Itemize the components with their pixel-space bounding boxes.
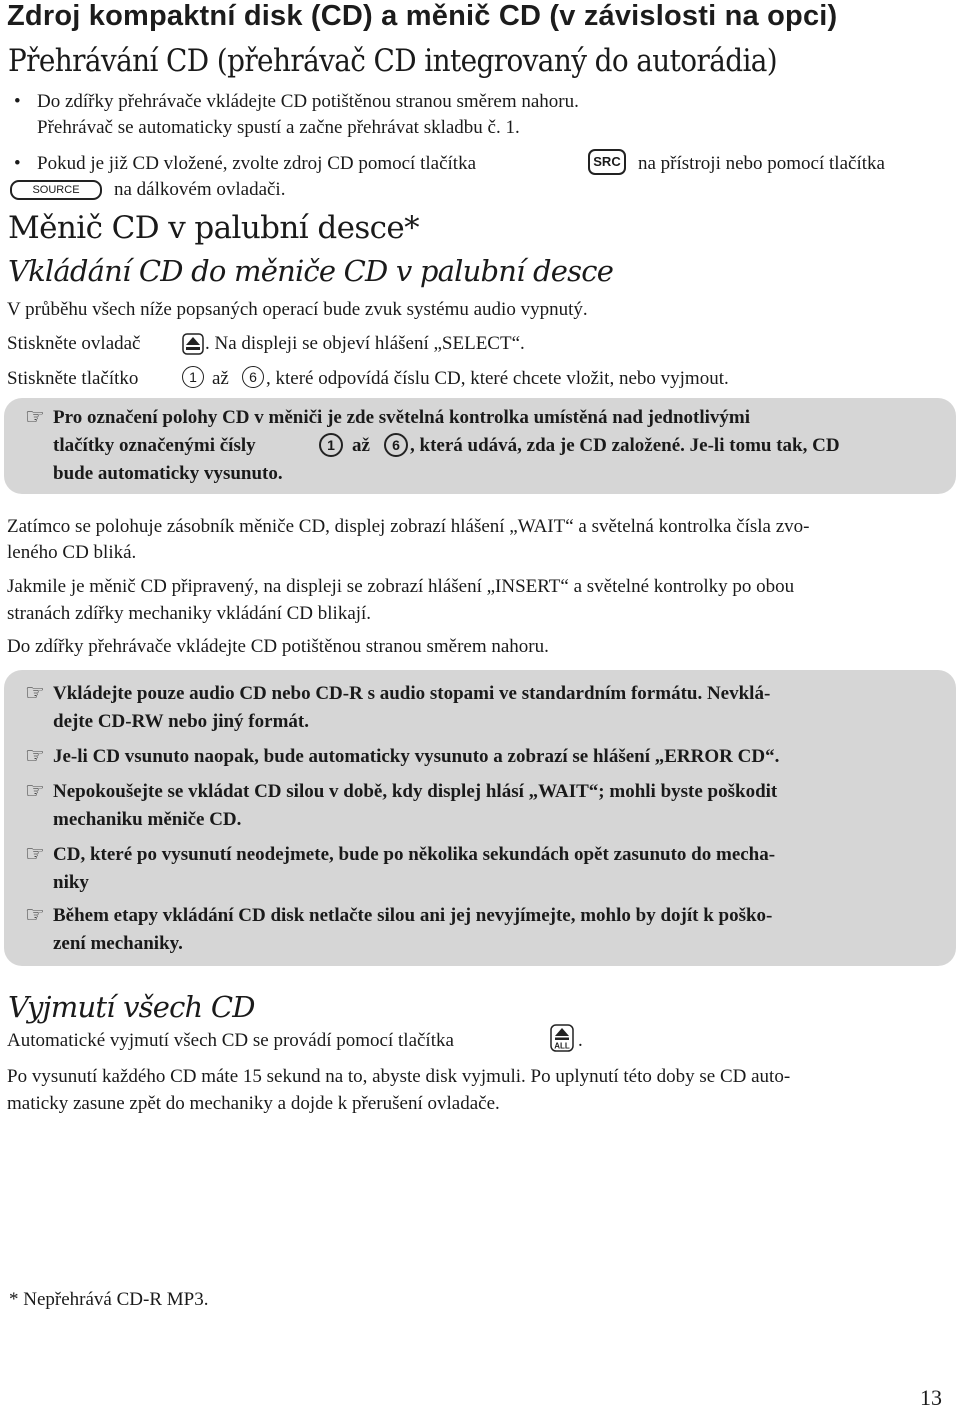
pointing-hand-icon: ☞	[25, 681, 45, 706]
warning-5-line-1: Během etapy vkládání CD disk netlačte silou ani jej nevyjímejte, mohlo by dojít k poško-	[53, 905, 773, 926]
eject-icon	[182, 333, 204, 355]
paragraph-press-control-b: . Na displeji se objeví hlášení „SELECT“.	[205, 333, 525, 354]
warning-1-line-2: dejte CD-RW nebo jiný formát.	[53, 711, 309, 732]
source-key-icon: SOURCE	[10, 180, 102, 200]
page-title: Zdroj kompaktní disk (CD) a měnič CD (v závislosti na opci)	[7, 0, 838, 32]
subsection-heading-eject-all: Vyjmutí všech CD	[8, 990, 255, 1024]
paragraph-eject-time-line-1: Po vysunutí každého CD máte 15 sekund na to, abyste disk vyjmuli. Po uplynutí této doby se CD auto-	[7, 1066, 791, 1087]
eject-all-icon	[550, 1024, 574, 1052]
paragraph-press-control-a: Stiskněte ovladač	[7, 333, 141, 354]
paragraph-press-button-b: , které odpovídá číslu CD, které chcete vložit, nebo vyjmout.	[266, 368, 729, 389]
paragraph-press-button	[7, 365, 138, 393]
pointing-hand-icon: ☞	[25, 779, 45, 804]
button-1-icon: 1	[319, 433, 343, 457]
bullet-2-line-2: na dálkovém ovladači.	[114, 179, 286, 200]
page-number: 13	[920, 1385, 942, 1410]
note-1-line-2-a: tlačítky označenými čísly	[53, 435, 256, 456]
note-1-line-2-mid: až	[352, 435, 370, 456]
warning-1-line-1: Vkládejte pouze audio CD nebo CD-R s audio stopami ve standardním formátu. Nevklá-	[53, 683, 771, 704]
warning-4-line-1: CD, které po vysunutí neodejmete, bude po několika sekundách opět zasunuto do mecha-	[53, 844, 776, 865]
paragraph-insert-line-2: stranách zdířky mechaniky vkládání CD blikají.	[7, 603, 372, 624]
bullet-2-line-1	[37, 150, 476, 178]
button-6-icon: 6	[242, 366, 264, 388]
paragraph-press-button-a: Stiskněte tlačítko	[7, 368, 139, 389]
paragraph-eject-time-line-2: maticky zasune zpět do mechaniky a dojde k přerušení ovladače.	[7, 1093, 500, 1114]
pointing-hand-icon: ☞	[25, 744, 45, 769]
paragraph-insert-cd: Do zdířky přehrávače vkládejte CD potištěnou stranou směrem nahoru.	[7, 636, 549, 657]
bullet-1-line-2: Přehrávač se automaticky spustí a začne přehrávat skladbu č. 1.	[37, 117, 520, 138]
pointing-hand-icon: ☞	[25, 405, 45, 430]
bullet-1-line-1: Do zdířky přehrávače vkládejte CD potištěnou stranou směrem nahoru.	[37, 91, 579, 112]
button-1-icon: 1	[182, 366, 204, 388]
bullet-icon: •	[14, 91, 21, 112]
paragraph-insert-line-1: Jakmile je měnič CD připravený, na displeji se zobrazí hlášení „INSERT“ a světelné kontrolky po obou	[7, 576, 795, 597]
warning-3-line-1: Nepokoušejte se vkládat CD silou v době, kdy displej hlásí „WAIT“; mohli byste poškodit	[53, 781, 778, 802]
bullet-2-text-b: na přístroji nebo pomocí tlačítka	[638, 153, 885, 174]
paragraph-press-button-mid: až	[212, 368, 229, 389]
button-6-icon: 6	[384, 433, 408, 457]
eject-all-key-label: ALL	[554, 1041, 570, 1051]
pointing-hand-icon: ☞	[25, 903, 45, 928]
paragraph-wait-line-1: Zatímco se polohuje zásobník měniče CD, displej zobrazí hlášení „WAIT“ a světelná kontrolka čísla zvo-	[7, 516, 810, 537]
warning-4-line-2: niky	[53, 872, 89, 893]
subsection-heading-insert: Vkládání CD do měniče CD v palubní desce	[8, 254, 614, 288]
paragraph-eject-all-a: Automatické vyjmutí všech CD se provádí pomocí tlačítka	[7, 1030, 454, 1051]
paragraph-audio-off: V průběhu všech níže popsaných operací bude zvuk systému audio vypnutý.	[7, 299, 588, 320]
section-heading-cd-playback: Přehrávání CD (přehrávač CD integrovaný do autorádia)	[8, 43, 778, 79]
src-key-icon: SRC	[588, 149, 626, 175]
paragraph-wait-line-2: leného CD bliká.	[7, 542, 137, 563]
note-1-line-1: Pro označení polohy CD v měniči je zde světelná kontrolka umístěná nad jednotlivými	[53, 407, 751, 428]
bullet-2-text-a: Pokud je již CD vložené, zvolte zdroj CD pomocí tlačítka	[37, 153, 477, 174]
note-1-line-3: bude automaticky vysunuto.	[53, 463, 283, 484]
warning-5-line-2: zení mechaniky.	[53, 933, 183, 954]
warning-3-line-2: mechaniku měniče CD.	[53, 809, 242, 830]
pointing-hand-icon: ☞	[25, 842, 45, 867]
section-heading-cd-changer: Měnič CD v palubní desce*	[8, 210, 420, 246]
paragraph-eject-all-end: .	[578, 1030, 583, 1051]
warning-2-line-1: Je-li CD vsunuto naopak, bude automaticky vysunuto a zobrazí se hlášení „ERROR CD“.	[53, 746, 780, 767]
footnote: * Nepřehrává CD-R MP3.	[9, 1289, 209, 1310]
note-1-line-2-b: , která udává, zda je CD založené. Je-li tomu tak, CD	[410, 435, 840, 456]
bullet-icon: •	[14, 153, 21, 174]
